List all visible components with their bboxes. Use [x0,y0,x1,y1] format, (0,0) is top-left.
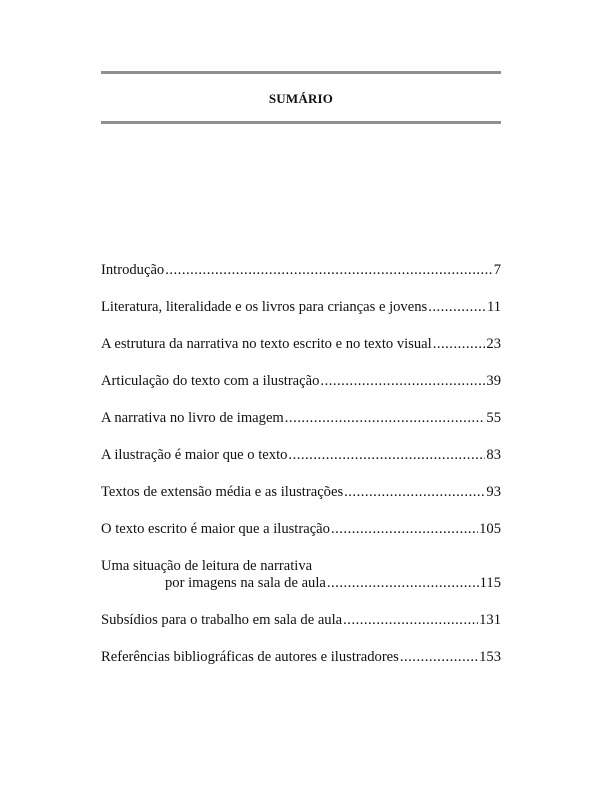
toc-entry-texto-maior [101,521,501,538]
toc-leader-dots [433,336,486,353]
toc-entry-label: O texto escrito é maior que a ilustração [101,521,330,537]
toc-leader-dots [320,373,485,390]
toc-leader-dots [400,649,478,666]
toc-entry-page: 39 [486,373,501,389]
toc-entry-narrativa-livro-imagem [101,410,501,427]
toc-leader-dots [327,575,479,592]
toc-entry-page: 11 [486,299,501,315]
toc-entry-label: A estrutura da narrativa no texto escrito e no texto visual [101,336,432,352]
toc-entry-page: 153 [479,649,501,665]
table-of-contents [101,262,501,686]
toc-entry-page: 131 [479,612,501,628]
toc-entry-page: 105 [479,521,501,537]
toc-leader-dots [344,484,485,501]
toc-leader-dots [285,410,486,427]
toc-entry-continuation [101,575,501,592]
toc-entry-estrutura [101,336,501,353]
toc-entry-label: Articulação do texto com a ilustração [101,373,320,389]
toc-leader-dots [343,612,478,629]
toc-entry-label: Referências bibliográficas de autores e ilustradores [101,649,399,665]
toc-entry-introducao [101,262,501,279]
toc-entry-label: Subsídios para o trabalho em sala de aula [101,612,343,628]
toc-entry-label: Introdução [101,262,165,278]
toc-entry-extensao-media [101,484,501,501]
toc-entry-page: 115 [479,575,501,591]
toc-entry-ilustracao-maior [101,447,501,464]
toc-entry-label: A narrativa no livro de imagem [101,410,284,426]
page-title: SUMÁRIO [268,91,334,106]
toc-entry-referencias [101,649,501,666]
toc-entry-page: 55 [486,410,501,426]
toc-entry-page: 7 [493,262,501,278]
toc-entry-label: Literatura, literalidade e os livros para crianças e jovens [101,299,428,315]
toc-entry-literatura [101,299,501,316]
toc-leader-dots [331,521,478,538]
toc-entry-page: 23 [486,336,501,352]
toc-entry-page: 93 [486,484,501,500]
toc-entry-label: Uma situação de leitura de narrativa [101,558,313,574]
toc-leader-dots [288,447,485,464]
toc-entry-page: 83 [486,447,501,463]
toc-leader-dots [428,299,486,316]
top-rule [101,71,501,74]
toc-leader-dots [165,262,492,279]
toc-entry-label: A ilustração é maior que o texto [101,447,288,463]
toc-entry-subsidios [101,612,501,629]
toc-entry-situacao-leitura [101,558,501,592]
toc-entry-articulacao [101,373,501,390]
toc-entry-label-continued: por imagens na sala de aula [165,575,326,591]
bottom-rule [101,121,501,124]
toc-entry-label: Textos de extensão média e as ilustrações [101,484,344,500]
